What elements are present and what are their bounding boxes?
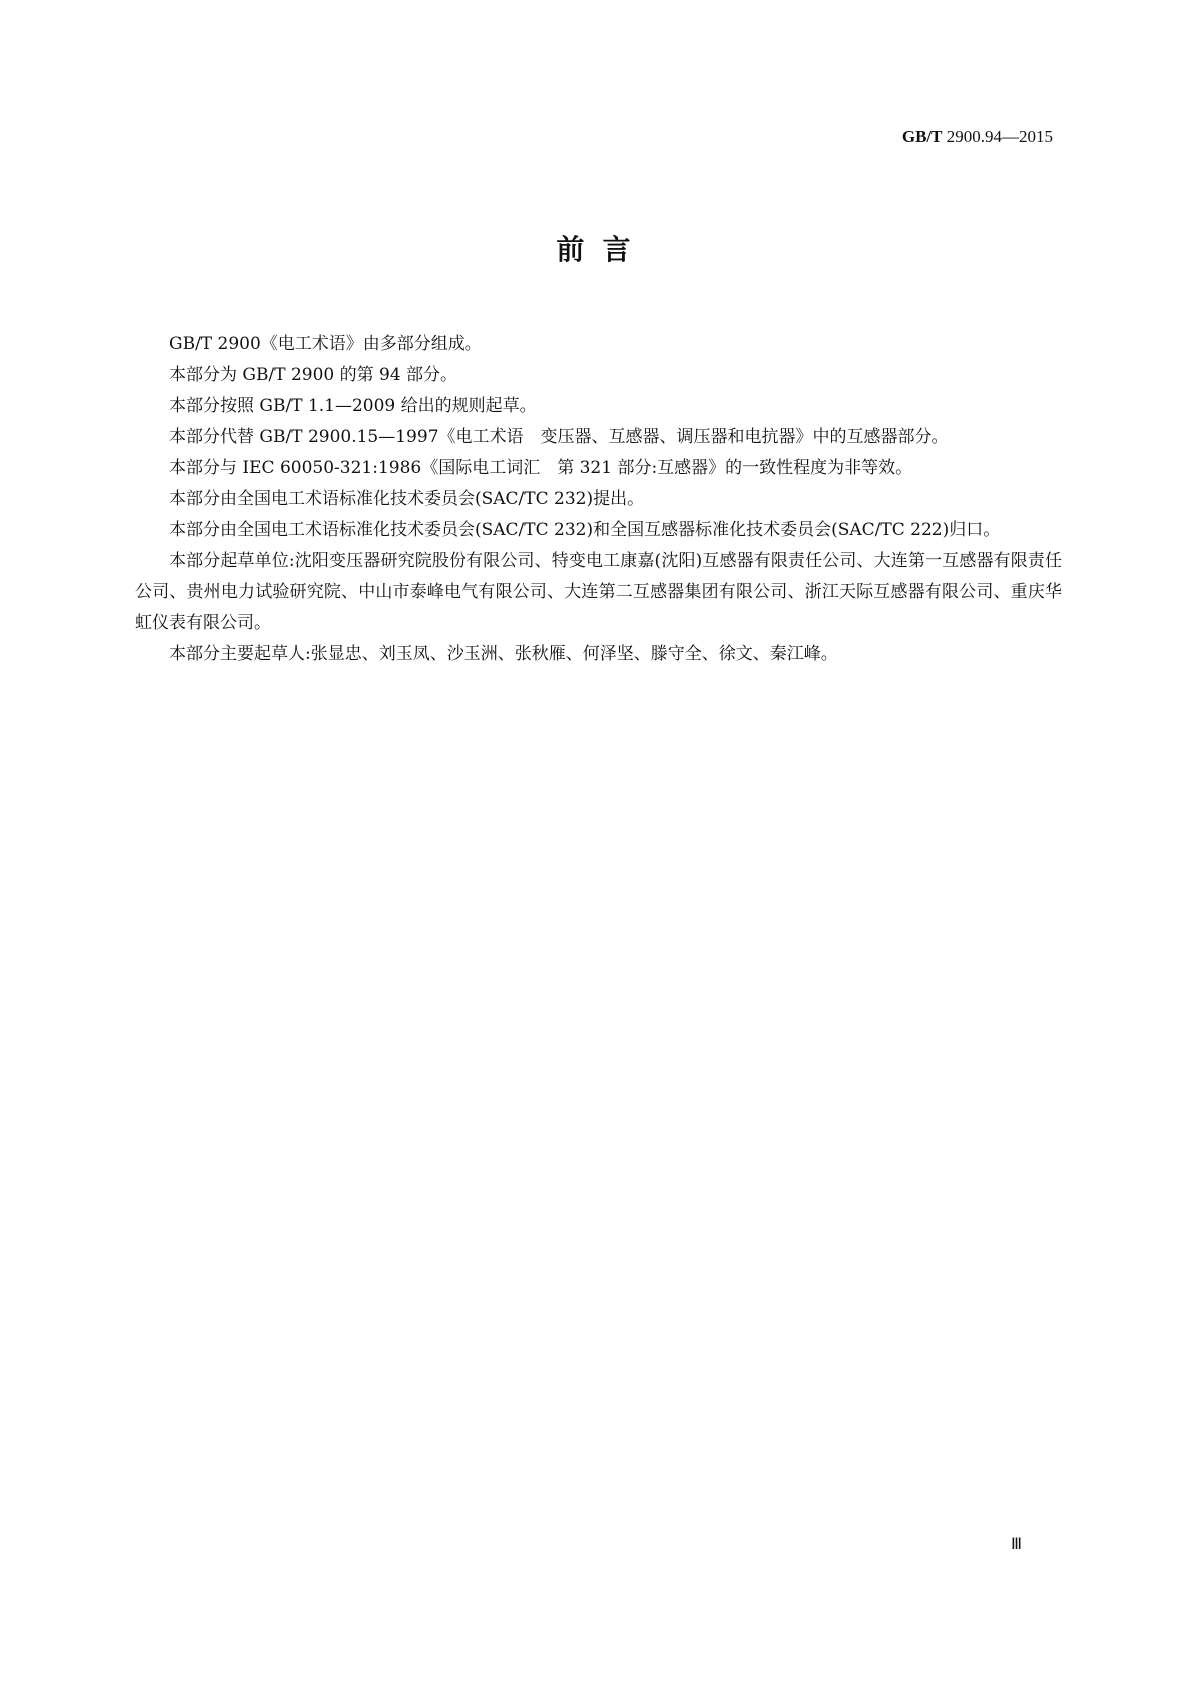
- page-number: Ⅲ: [1010, 1536, 1022, 1553]
- foreword-body: [135, 329, 1062, 670]
- paragraph: 本部分为 GB/T 2900 的第 94 部分。: [169, 365, 458, 385]
- paragraph: GB/T 2900《电工术语》由多部分组成。: [169, 334, 482, 354]
- paragraph: 本部分与 IEC 60050-321:1986《国际电工词汇 第 321 部分:互感器》的一致性程度为非等效。: [169, 458, 913, 478]
- paragraph: 本部分由全国电工术语标准化技术委员会(SAC/TC 232)提出。: [169, 489, 645, 509]
- paragraph: 本部分主要起草人:张显忠、刘玉凤、沙玉洲、张秋雁、何泽坚、滕守全、徐文、秦江峰。: [169, 644, 838, 664]
- standard-code: GB/T: [901, 127, 943, 146]
- paragraph: 本部分由全国电工术语标准化技术委员会(SAC/TC 232)和全国互感器标准化技术委员会(SAC/TC 222)归口。: [169, 520, 1001, 540]
- paragraph: 本部分按照 GB/T 1.1—2009 给出的规则起草。: [169, 396, 537, 416]
- paragraph: 本部分起草单位:沈阳变压器研究院股份有限公司、特变电工康嘉(沈阳)互感器有限责任公司、大连第一互感器有限责任公司、贵州电力试验研究院、中山市泰峰电气有限公司、大连第二互感器集团有限公司、浙江天际互感器有限公司、重庆华虹仪表有限公司。: [135, 551, 1062, 633]
- paragraph: 本部分代替 GB/T 2900.15—1997《电工术语 变压器、互感器、调压器和电抗器》中的互感器部分。: [169, 427, 949, 447]
- section-title: 前 言: [556, 233, 635, 266]
- standard-number-value: 2900.94—2015: [946, 127, 1053, 146]
- standard-number: [902, 127, 1053, 147]
